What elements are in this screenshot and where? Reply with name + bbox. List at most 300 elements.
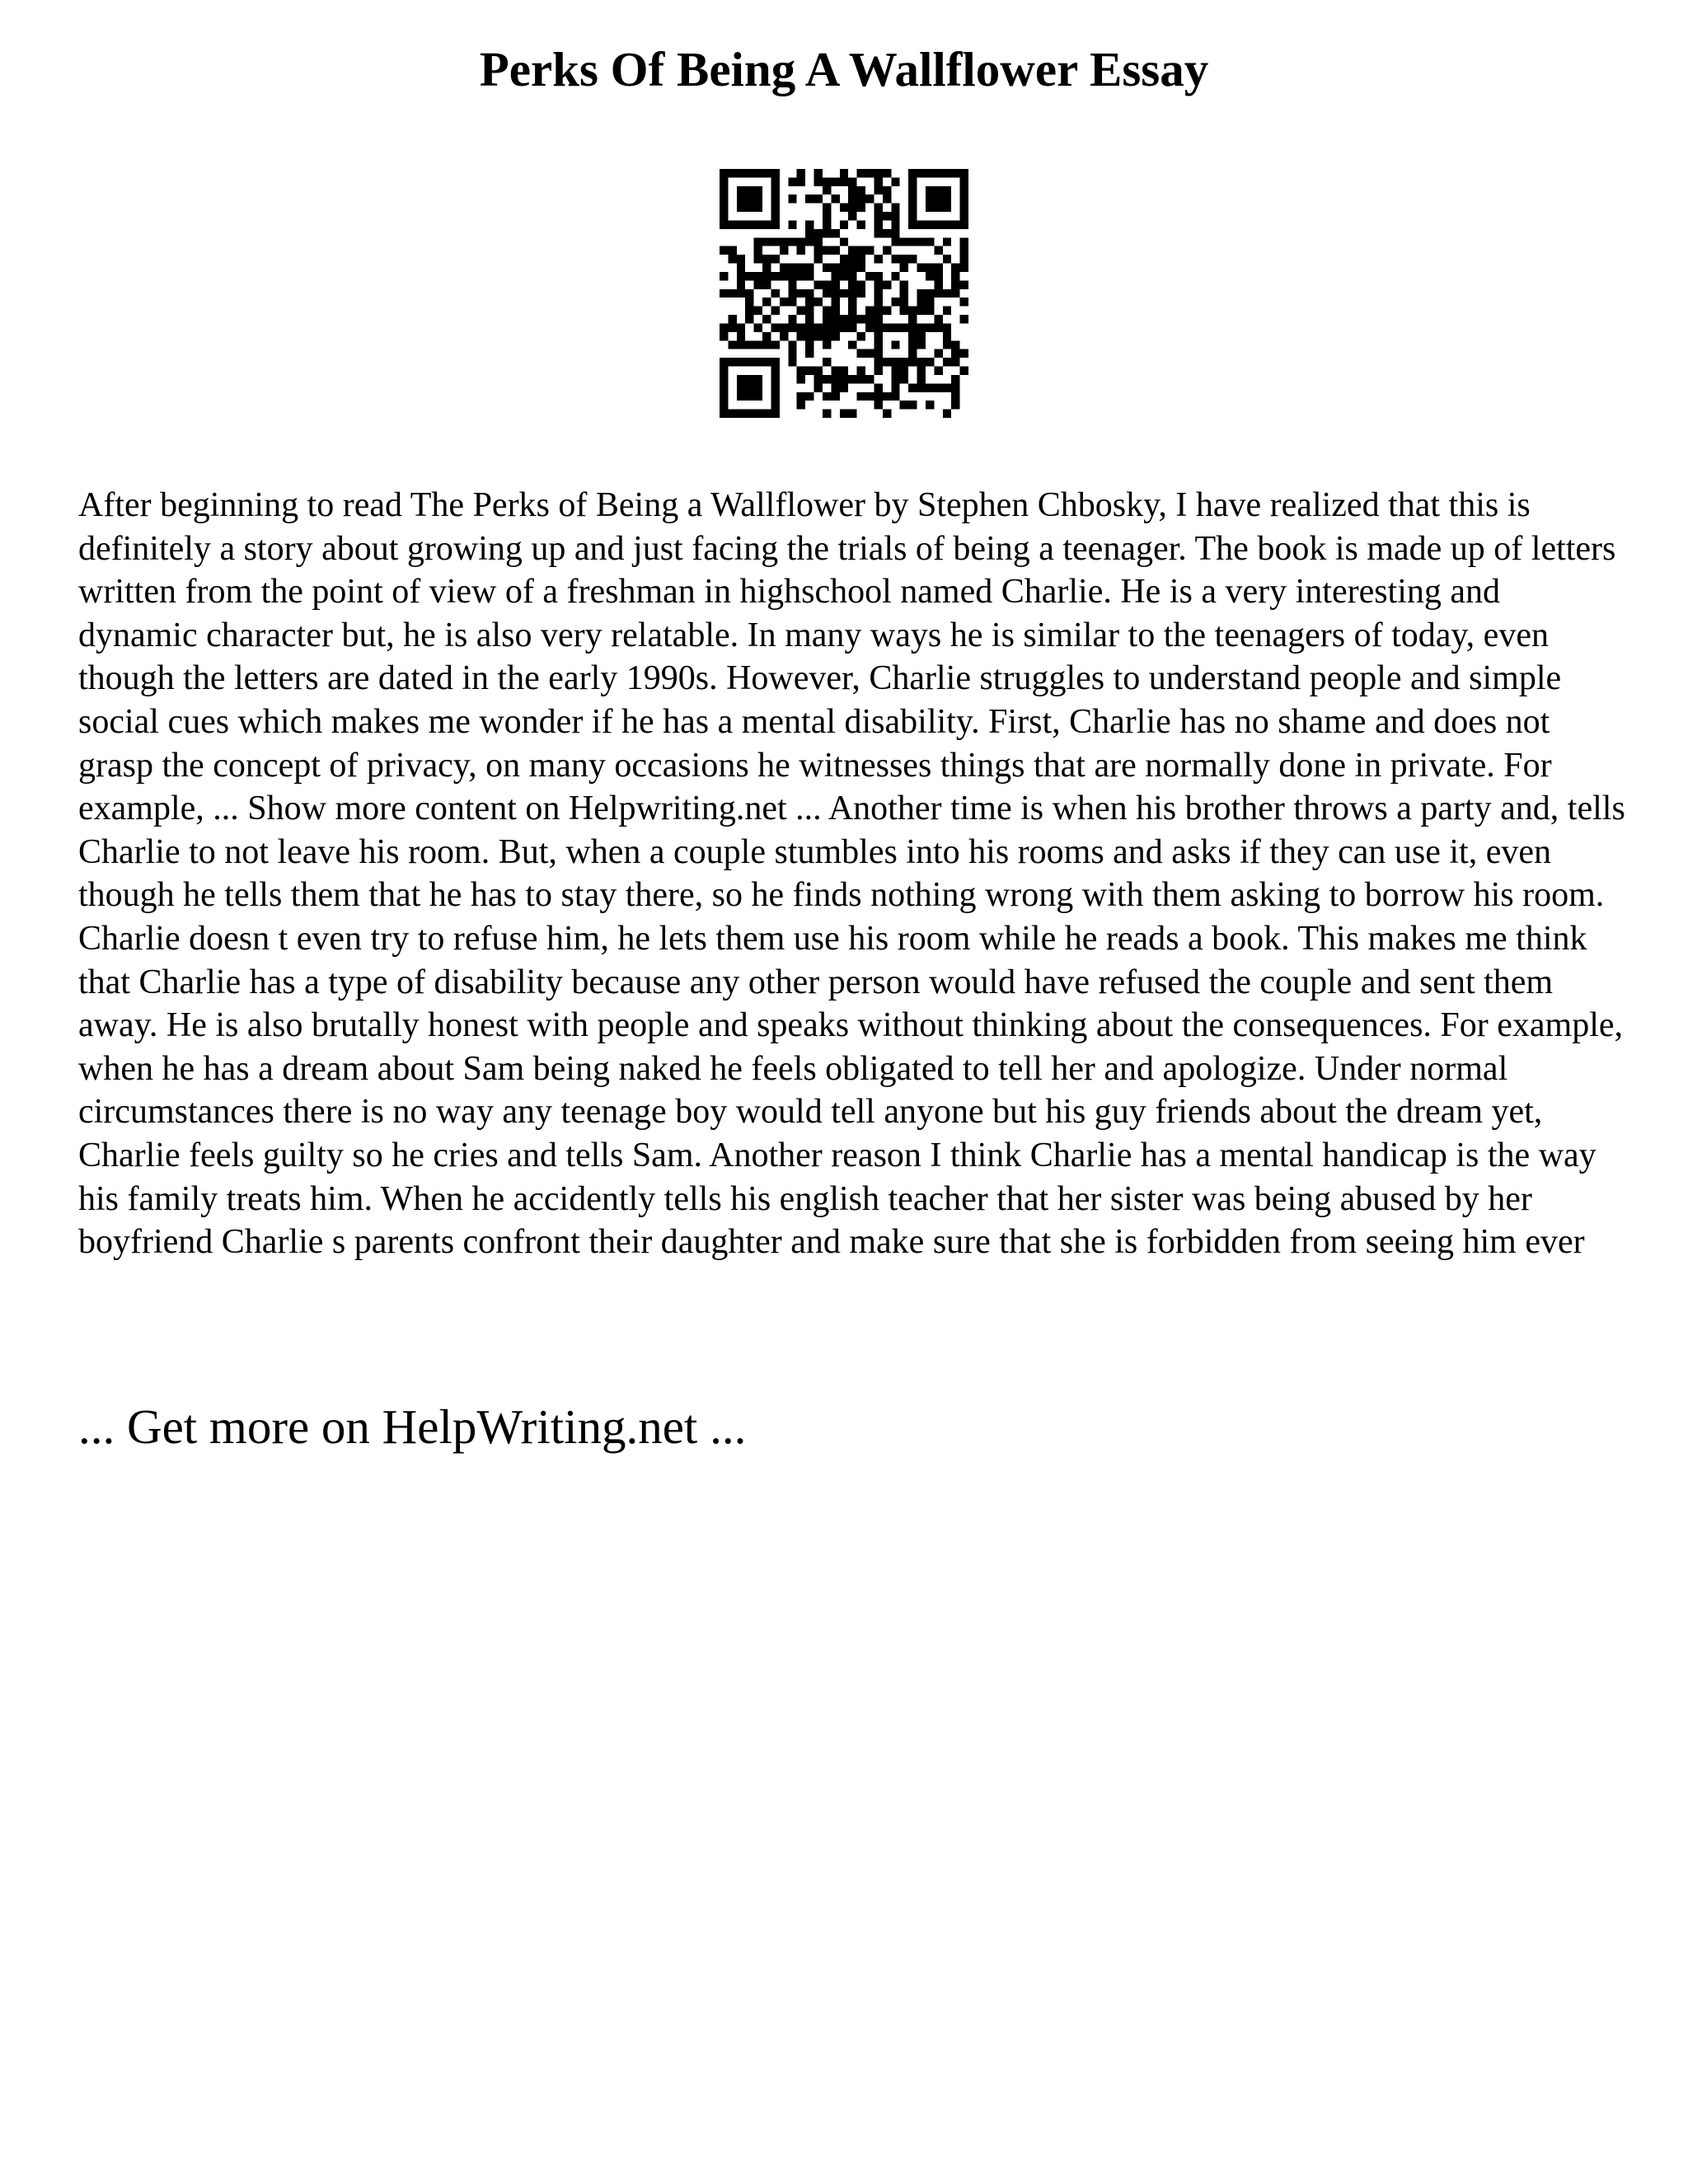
qr-module bbox=[754, 204, 762, 212]
qr-module bbox=[762, 358, 771, 366]
qr-module bbox=[891, 255, 899, 263]
qr-module bbox=[754, 272, 762, 280]
qr-module bbox=[771, 220, 779, 228]
qr-module bbox=[874, 315, 882, 323]
qr-module bbox=[900, 307, 908, 315]
qr-module bbox=[900, 375, 908, 383]
qr-module bbox=[848, 298, 856, 306]
qr-module bbox=[823, 358, 831, 366]
qr-module bbox=[728, 340, 736, 349]
qr-module bbox=[943, 307, 951, 315]
qr-module bbox=[788, 220, 796, 228]
qr-module bbox=[823, 177, 831, 185]
qr-module bbox=[951, 392, 959, 401]
qr-module bbox=[960, 367, 968, 375]
qr-module bbox=[857, 375, 865, 383]
qr-module bbox=[754, 246, 762, 255]
qr-module bbox=[951, 272, 959, 280]
qr-module bbox=[797, 246, 805, 255]
qr-module bbox=[865, 272, 874, 280]
qr-module bbox=[745, 375, 753, 383]
qr-module bbox=[943, 204, 951, 212]
qr-module bbox=[737, 375, 745, 383]
qr-module bbox=[926, 237, 934, 246]
qr-module bbox=[917, 264, 926, 272]
qr-module bbox=[805, 289, 814, 298]
qr-module bbox=[823, 340, 831, 349]
qr-module bbox=[788, 194, 796, 203]
qr-module bbox=[840, 289, 848, 298]
qr-module bbox=[908, 194, 917, 203]
qr-module bbox=[848, 340, 856, 349]
qr-module bbox=[737, 169, 745, 177]
get-more-link[interactable]: ... Get more on HelpWriting.net ... bbox=[78, 1399, 747, 1454]
qr-module bbox=[926, 186, 934, 194]
qr-module bbox=[805, 392, 814, 401]
qr-module bbox=[745, 392, 753, 401]
qr-module bbox=[926, 358, 934, 366]
qr-module bbox=[754, 307, 762, 315]
qr-module bbox=[754, 383, 762, 391]
qr-module bbox=[762, 169, 771, 177]
qr-module bbox=[771, 323, 779, 331]
qr-module bbox=[840, 410, 848, 418]
qr-module bbox=[917, 169, 926, 177]
qr-module bbox=[943, 255, 951, 263]
qr-module bbox=[823, 280, 831, 288]
qr-module bbox=[848, 280, 856, 288]
qr-module bbox=[908, 220, 917, 228]
qr-module bbox=[960, 169, 968, 177]
qr-module bbox=[805, 349, 814, 358]
qr-module bbox=[934, 246, 942, 255]
qr-module bbox=[883, 410, 891, 418]
qr-module bbox=[831, 280, 839, 288]
qr-module bbox=[874, 340, 882, 349]
qr-module bbox=[960, 194, 968, 203]
qr-module bbox=[831, 332, 839, 340]
qr-module bbox=[797, 332, 805, 340]
qr-module bbox=[814, 375, 823, 383]
qr-module bbox=[908, 212, 917, 220]
qr-module bbox=[771, 194, 779, 203]
qr-module bbox=[831, 367, 839, 375]
qr-module bbox=[908, 169, 917, 177]
qr-module bbox=[814, 194, 823, 203]
qr-module bbox=[823, 323, 831, 331]
qr-module bbox=[874, 298, 882, 306]
qr-module bbox=[857, 220, 865, 228]
qr-module bbox=[720, 204, 728, 212]
qr-module bbox=[762, 272, 771, 280]
qr-module bbox=[891, 229, 899, 237]
qr-module bbox=[900, 289, 908, 298]
qr-module bbox=[745, 383, 753, 391]
qr-module bbox=[805, 237, 814, 246]
qr-module bbox=[754, 186, 762, 194]
qr-module bbox=[874, 229, 882, 237]
qr-module bbox=[771, 177, 779, 185]
qr-module bbox=[771, 212, 779, 220]
qr-module bbox=[943, 237, 951, 246]
qr-module bbox=[908, 332, 917, 340]
qr-module bbox=[857, 264, 865, 272]
qr-module bbox=[891, 220, 899, 228]
qr-module bbox=[874, 212, 882, 220]
qr-module bbox=[951, 280, 959, 288]
qr-module bbox=[883, 169, 891, 177]
qr-module bbox=[874, 220, 882, 228]
qr-module bbox=[788, 237, 796, 246]
qr-module bbox=[926, 194, 934, 203]
qr-module bbox=[754, 358, 762, 366]
qr-module bbox=[745, 194, 753, 203]
qr-module bbox=[926, 204, 934, 212]
qr-module bbox=[874, 280, 882, 288]
qr-module bbox=[857, 204, 865, 212]
qr-module bbox=[788, 323, 796, 331]
qr-module bbox=[951, 401, 959, 409]
qr-module bbox=[943, 323, 951, 331]
qr-module bbox=[823, 220, 831, 228]
qr-module bbox=[720, 194, 728, 203]
qr-module bbox=[745, 272, 753, 280]
qr-module bbox=[788, 264, 796, 272]
qr-module bbox=[720, 169, 728, 177]
qr-module bbox=[745, 358, 753, 366]
qr-module bbox=[823, 229, 831, 237]
qr-module bbox=[848, 315, 856, 323]
qr-module bbox=[797, 177, 805, 185]
qr-module bbox=[728, 410, 736, 418]
qr-module bbox=[865, 349, 874, 358]
qr-module bbox=[848, 246, 856, 255]
qr-module bbox=[917, 298, 926, 306]
qr-module bbox=[934, 169, 942, 177]
qr-module bbox=[848, 323, 856, 331]
qr-module bbox=[926, 289, 934, 298]
qr-module bbox=[874, 367, 882, 375]
qr-module bbox=[771, 237, 779, 246]
qr-module bbox=[883, 358, 891, 366]
qr-module bbox=[840, 177, 848, 185]
qr-module bbox=[720, 367, 728, 375]
qr-module bbox=[917, 289, 926, 298]
qr-module bbox=[831, 194, 839, 203]
qr-module bbox=[934, 367, 942, 375]
qr-module bbox=[771, 307, 779, 315]
qr-module bbox=[840, 204, 848, 212]
qr-module bbox=[883, 323, 891, 331]
qr-module bbox=[857, 332, 865, 340]
qr-module bbox=[917, 237, 926, 246]
qr-module bbox=[814, 169, 823, 177]
qr-module bbox=[874, 289, 882, 298]
qr-module bbox=[720, 410, 728, 418]
qr-module bbox=[814, 332, 823, 340]
qr-module bbox=[814, 280, 823, 288]
qr-module bbox=[891, 272, 899, 280]
qr-module bbox=[814, 237, 823, 246]
qr-module bbox=[771, 410, 779, 418]
qr-module bbox=[762, 264, 771, 272]
qr-module bbox=[934, 280, 942, 288]
qr-module bbox=[823, 410, 831, 418]
qr-module bbox=[762, 315, 771, 323]
qr-module bbox=[891, 177, 899, 185]
qr-module bbox=[840, 315, 848, 323]
qr-module bbox=[771, 255, 779, 263]
qr-module bbox=[883, 246, 891, 255]
qr-module bbox=[823, 264, 831, 272]
qr-module bbox=[788, 349, 796, 358]
qr-module bbox=[797, 289, 805, 298]
qr-module bbox=[840, 169, 848, 177]
essay-body: After beginning to read The Perks of Being a Wallflower by Stephen Chbosky, I have realized that this is definitely a story about growing up and just facing the trials of being a teenager. The book is made up of letters written from the point of view of a freshman in highschool named Charlie. He is a very interesting and dynamic character but, he is also very relatable. In many ways he is similar to the teenagers of today, even though the letters are dated in the early 1990s. However, Charlie struggles to understand people and simple social cues which makes me wonder if he has a mental disability. First, Charlie has no shame and does not grasp the concept of privacy, on many occasions he witnesses things that are normally done in private. For example, ... Show more content on Helpwriting.net ... Another time is when his brother throws a party and, tells Charlie to not leave his room. But, when a couple stumbles into his rooms and asks if they can use it, even though he tells them that he has to stay there, so he finds nothing wrong with them asking to borrow his room. Charlie doesn t even try to refuse him, he lets them use his room while he reads a book. This makes me think that Charlie has a type of disability because any other person would have refused the couple and sent them away. He is also brutally honest with people and speaks without thinking about the consequences. For example, when he has a dream about Sam being naked he feels obligated to tell her and apologize. Under normal circumstances there is no way any teenage boy would tell anyone but his guy friends about the dream yet, Charlie feels guilty so he cries and tells Sam. Another reason I think Charlie has a mental handicap is the way his family treats him. When he accidently tells his english teacher that her sister was being abused by her boyfriend Charlie s parents confront their daughter and make sure that she is forbidden from seeing him ever bbox=[78, 486, 1625, 1262]
qr-module bbox=[805, 229, 814, 237]
qr-module bbox=[805, 264, 814, 272]
qr-module bbox=[805, 307, 814, 315]
qr-module bbox=[720, 212, 728, 220]
qr-module bbox=[874, 392, 882, 401]
qr-module bbox=[908, 307, 917, 315]
qr-module bbox=[720, 289, 728, 298]
qr-module bbox=[823, 289, 831, 298]
qr-module bbox=[745, 315, 753, 323]
qr-module bbox=[934, 315, 942, 323]
qr-module bbox=[917, 358, 926, 366]
qr-module bbox=[857, 246, 865, 255]
qr-module bbox=[771, 375, 779, 383]
qr-module bbox=[805, 332, 814, 340]
qr-module bbox=[728, 289, 736, 298]
qr-module bbox=[737, 410, 745, 418]
qr-module bbox=[908, 186, 917, 194]
qr-module bbox=[771, 358, 779, 366]
qr-module bbox=[951, 349, 959, 358]
qr-module bbox=[883, 307, 891, 315]
qr-module bbox=[840, 264, 848, 272]
qr-module bbox=[960, 264, 968, 272]
qr-module bbox=[831, 392, 839, 401]
qr-module bbox=[840, 367, 848, 375]
qr-module bbox=[780, 246, 788, 255]
qr-module bbox=[900, 358, 908, 366]
qr-module bbox=[771, 272, 779, 280]
qr-module bbox=[745, 204, 753, 212]
qr-module bbox=[857, 194, 865, 203]
qr-module bbox=[857, 186, 865, 194]
qr-module bbox=[737, 280, 745, 288]
qr-module bbox=[865, 307, 874, 315]
qr-module bbox=[908, 383, 917, 391]
qr-module bbox=[874, 307, 882, 315]
qr-module bbox=[934, 194, 942, 203]
qr-module bbox=[720, 220, 728, 228]
qr-module bbox=[797, 264, 805, 272]
qr-module bbox=[805, 323, 814, 331]
qr-module bbox=[737, 194, 745, 203]
qr-module bbox=[762, 332, 771, 340]
qr-module bbox=[891, 298, 899, 306]
qr-module bbox=[943, 340, 951, 349]
qr-module bbox=[797, 401, 805, 409]
qr-module bbox=[848, 177, 856, 185]
qr-module bbox=[874, 358, 882, 366]
qr-module bbox=[891, 323, 899, 331]
qr-module bbox=[865, 246, 874, 255]
qr-module bbox=[874, 272, 882, 280]
qr-module bbox=[926, 220, 934, 228]
qr-module bbox=[900, 401, 908, 409]
qr-module bbox=[934, 264, 942, 272]
qr-module bbox=[754, 410, 762, 418]
qr-module bbox=[908, 349, 917, 358]
qr-module bbox=[814, 255, 823, 263]
qr-module bbox=[823, 212, 831, 220]
qr-module bbox=[900, 280, 908, 288]
qr-module bbox=[737, 264, 745, 272]
qr-module bbox=[960, 220, 968, 228]
qr-module bbox=[848, 264, 856, 272]
qr-module bbox=[908, 204, 917, 212]
qr-module bbox=[728, 315, 736, 323]
qr-module bbox=[951, 340, 959, 349]
qr-module bbox=[840, 237, 848, 246]
qr-module bbox=[831, 289, 839, 298]
qr-module bbox=[857, 315, 865, 323]
qr-module bbox=[848, 375, 856, 383]
qr-module bbox=[874, 323, 882, 331]
qr-module bbox=[805, 315, 814, 323]
qr-module bbox=[771, 367, 779, 375]
qr-module bbox=[720, 358, 728, 366]
qr-module bbox=[951, 375, 959, 383]
qr-module bbox=[780, 264, 788, 272]
qr-module bbox=[917, 383, 926, 391]
qr-module bbox=[891, 358, 899, 366]
qr-module bbox=[737, 255, 745, 263]
qr-module bbox=[797, 307, 805, 315]
qr-module bbox=[780, 332, 788, 340]
qr-module bbox=[934, 323, 942, 331]
qr-module bbox=[814, 383, 823, 391]
qr-module bbox=[754, 237, 762, 246]
qr-code-icon bbox=[720, 169, 968, 418]
qr-module bbox=[934, 186, 942, 194]
qr-module bbox=[848, 255, 856, 263]
qr-module bbox=[754, 220, 762, 228]
qr-module bbox=[840, 272, 848, 280]
qr-module bbox=[874, 186, 882, 194]
qr-module bbox=[720, 332, 728, 340]
qr-module bbox=[848, 186, 856, 194]
qr-module bbox=[908, 340, 917, 349]
qr-module bbox=[943, 194, 951, 203]
qr-module bbox=[874, 383, 882, 391]
qr-module bbox=[754, 194, 762, 203]
qr-module bbox=[943, 410, 951, 418]
qr-module bbox=[926, 298, 934, 306]
qr-module bbox=[926, 264, 934, 272]
qr-module bbox=[926, 307, 934, 315]
qr-module bbox=[883, 212, 891, 220]
qr-module bbox=[891, 392, 899, 401]
qr-module bbox=[840, 375, 848, 383]
qr-module bbox=[737, 204, 745, 212]
qr-module bbox=[771, 340, 779, 349]
qr-module bbox=[737, 340, 745, 349]
qr-module bbox=[831, 246, 839, 255]
qr-module bbox=[745, 169, 753, 177]
qr-module bbox=[874, 255, 882, 263]
qr-module bbox=[823, 332, 831, 340]
qr-module bbox=[737, 332, 745, 340]
qr-module bbox=[874, 349, 882, 358]
qr-module bbox=[831, 307, 839, 315]
qr-module bbox=[908, 401, 917, 409]
qr-module bbox=[917, 220, 926, 228]
qr-module bbox=[840, 323, 848, 331]
qr-module bbox=[943, 289, 951, 298]
qr-module bbox=[926, 272, 934, 280]
qr-module bbox=[797, 392, 805, 401]
qr-module bbox=[831, 323, 839, 331]
qr-module bbox=[908, 255, 917, 263]
qr-module bbox=[960, 349, 968, 358]
qr-module bbox=[848, 410, 856, 418]
qr-module bbox=[814, 323, 823, 331]
qr-module bbox=[848, 307, 856, 315]
qr-module bbox=[891, 340, 899, 349]
qr-module bbox=[814, 246, 823, 255]
qr-module bbox=[762, 298, 771, 306]
qr-module bbox=[883, 186, 891, 194]
qr-module bbox=[728, 169, 736, 177]
qr-module bbox=[737, 323, 745, 331]
qr-module bbox=[926, 383, 934, 391]
qr-module bbox=[865, 323, 874, 331]
qr-module bbox=[728, 246, 736, 255]
qr-module bbox=[960, 246, 968, 255]
qr-module bbox=[926, 323, 934, 331]
qr-module bbox=[754, 340, 762, 349]
qr-module bbox=[831, 315, 839, 323]
qr-module bbox=[771, 401, 779, 409]
qr-module bbox=[780, 323, 788, 331]
qr-module bbox=[797, 367, 805, 375]
qr-module bbox=[754, 255, 762, 263]
qr-module bbox=[857, 392, 865, 401]
qr-module bbox=[908, 315, 917, 323]
qr-module bbox=[857, 255, 865, 263]
qr-module bbox=[762, 255, 771, 263]
qr-module bbox=[900, 255, 908, 263]
qr-module bbox=[960, 186, 968, 194]
qr-module bbox=[840, 383, 848, 391]
qr-code-graphic bbox=[720, 169, 968, 418]
qr-module bbox=[762, 410, 771, 418]
qr-module bbox=[737, 186, 745, 194]
qr-module bbox=[823, 186, 831, 194]
qr-module bbox=[762, 220, 771, 228]
qr-module bbox=[908, 323, 917, 331]
qr-module bbox=[943, 332, 951, 340]
qr-module bbox=[720, 383, 728, 391]
qr-module bbox=[737, 358, 745, 366]
qr-module bbox=[934, 349, 942, 358]
qr-module bbox=[805, 220, 814, 228]
